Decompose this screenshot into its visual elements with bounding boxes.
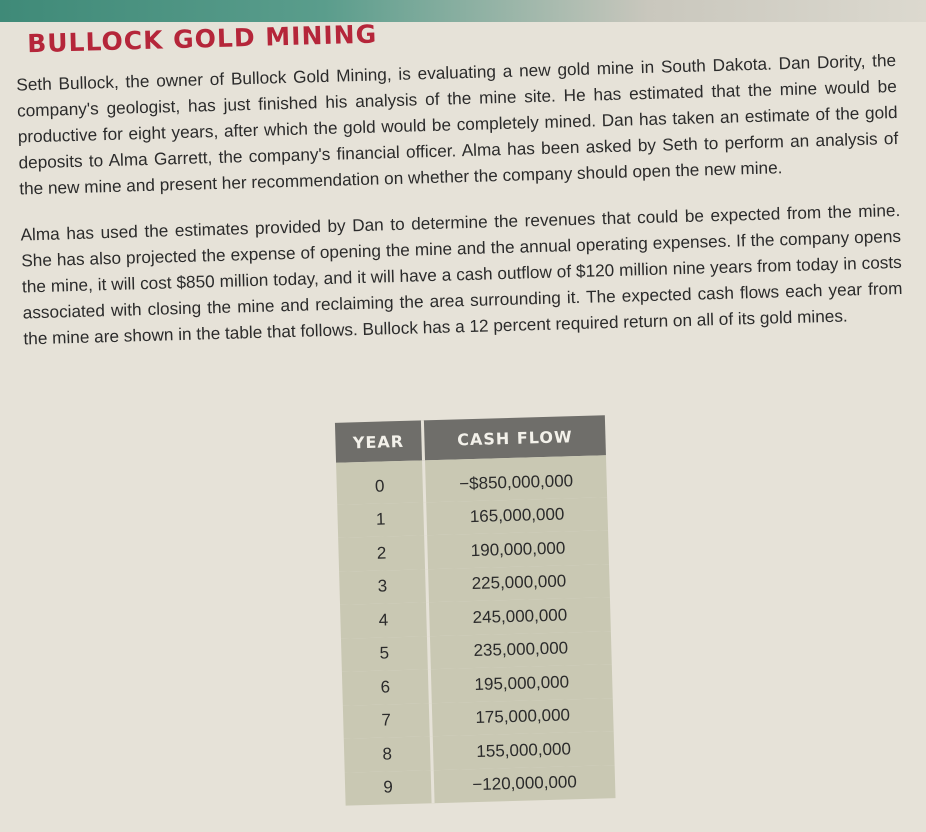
cash-flow-cell: 195,000,000	[429, 664, 612, 703]
year-cell: 6	[342, 669, 430, 705]
cash-flow-cell: 165,000,000	[425, 497, 608, 536]
cash-flow-column-header: CASH FLOW	[422, 415, 606, 460]
cash-flow-cell: 175,000,000	[430, 698, 613, 737]
year-cell: 3	[339, 569, 427, 605]
year-cell: 4	[340, 602, 428, 638]
year-column-header: YEAR	[335, 420, 424, 462]
cash-flow-cell: −120,000,000	[432, 765, 615, 804]
cash-flow-cell: 235,000,000	[428, 631, 611, 670]
cash-flow-table	[335, 415, 616, 805]
year-cell: 8	[344, 736, 432, 772]
year-cell: 5	[341, 636, 429, 672]
year-cell: 0	[336, 460, 425, 504]
cash-flow-cell: 155,000,000	[431, 731, 614, 770]
paragraph-estimates: Alma has used the estimates provided by Dan to determine the revenues that could be expected from the mine. She has also projected the expense of opening the mine and the annual operating expenses. If the company opens the mine, it will cost $850 million today, and it will have a cash outflow of $120 million nine years from today in costs associated with closing the mine and reclaiming the area surrounding it. The expected cash flows each year from the mine are shown in the table that follows. Bullock has a 12 percent required return on all of its gold mines.	[20, 199, 903, 349]
year-cell: 9	[345, 770, 433, 806]
case-title: BULLOCK GOLD MINING	[26, 19, 378, 59]
cash-flow-cell: 245,000,000	[427, 597, 610, 636]
cash-flow-cell: 190,000,000	[426, 530, 609, 569]
table-row	[345, 765, 616, 806]
paragraph-intro: Seth Bullock, the owner of Bullock Gold Mining, is evaluating a new gold mine in South Dakota. Dan Dority, the company's geologist, has just finished his analysis of the mine site. He has estimated that the mine would be productive for eight years, after which the gold would be completely mined. Dan has taken an estimate of the gold deposits to Alma Garrett, the company's financial officer. Alma has been asked by Seth to perform an analysis of the new mine and present her recommendation on whether the company should open the new mine.	[16, 50, 899, 199]
year-cell: 2	[338, 535, 426, 571]
year-cell: 1	[337, 502, 425, 538]
year-cell: 7	[343, 703, 431, 739]
cash-flow-cell: 225,000,000	[427, 564, 610, 603]
cash-flow-cell: −$850,000,000	[424, 455, 608, 502]
